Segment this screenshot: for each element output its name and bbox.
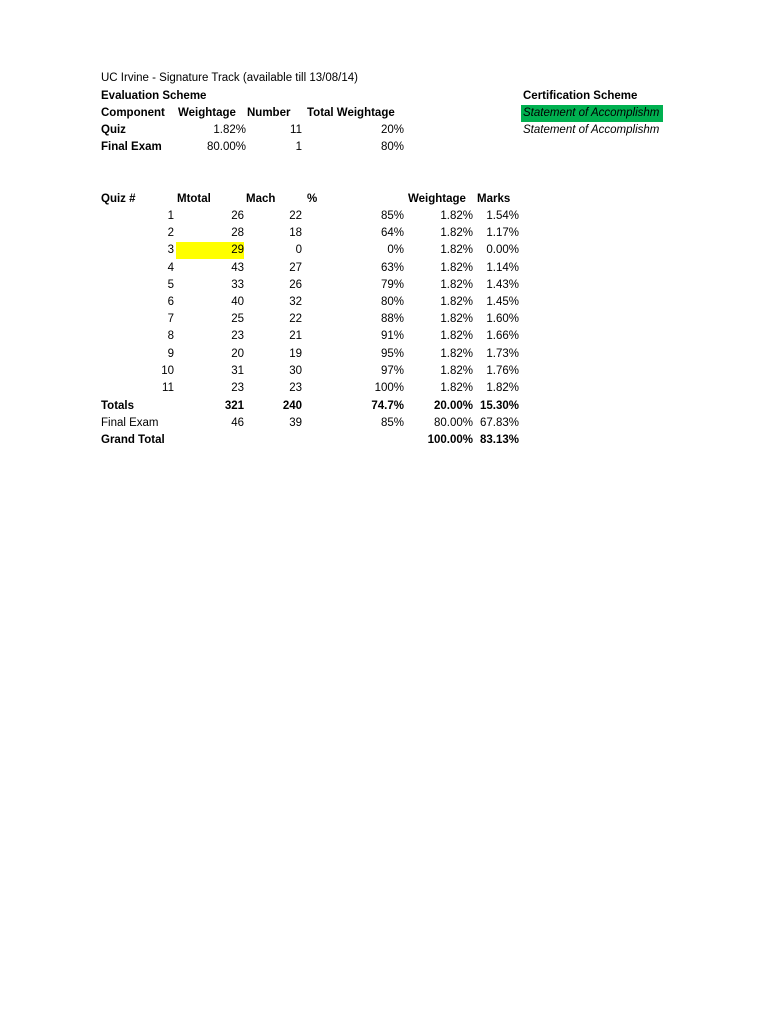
quiz-percent: 91% — [380, 330, 404, 342]
certification-item-selected: Statement of Accomplishm — [521, 105, 663, 122]
quiz-number: 6 — [167, 296, 174, 308]
sheet-title: UC Irvine - Signature Track (available till 13/08/14) — [101, 72, 358, 84]
totals-weightage: 20.00% — [433, 400, 473, 412]
quiz-weightage: 1.82% — [440, 244, 473, 256]
grand-total-label: Grand Total — [101, 434, 165, 446]
quiz-marks: 1.76% — [486, 365, 519, 377]
eval-header-total-weightage: Total Weightage — [307, 107, 395, 119]
quiz-mtotal: 40 — [231, 296, 244, 308]
quiz-marks: 1.54% — [486, 210, 519, 222]
quiz-number: 1 — [167, 210, 174, 222]
quiz-mach: 19 — [289, 348, 302, 360]
quiz-weightage: 1.82% — [440, 210, 473, 222]
quiz-mach: 22 — [289, 313, 302, 325]
quiz-header-weightage: Weightage — [408, 193, 466, 205]
quiz-mach: 27 — [289, 262, 302, 274]
quiz-mtotal: 31 — [231, 365, 244, 377]
quiz-marks: 1.66% — [486, 330, 519, 342]
quiz-weightage: 1.82% — [440, 330, 473, 342]
quiz-number: 4 — [167, 262, 174, 274]
totals-mach: 240 — [282, 400, 302, 412]
quiz-header-mach: Mach — [246, 193, 276, 205]
quiz-number: 7 — [167, 313, 174, 325]
quiz-marks: 1.43% — [486, 279, 519, 291]
quiz-mtotal: 26 — [231, 210, 244, 222]
quiz-marks: 1.17% — [486, 227, 519, 239]
eval-row-final-weightage: 80.00% — [206, 141, 246, 153]
final-exam-mach: 39 — [289, 417, 302, 429]
quiz-weightage: 1.82% — [440, 348, 473, 360]
evaluation-heading: Evaluation Scheme — [101, 90, 207, 102]
grand-total-marks: 83.13% — [479, 434, 519, 446]
eval-row-quiz-number: 11 — [290, 124, 302, 136]
quiz-mtotal: 23 — [231, 382, 244, 394]
final-exam-marks: 67.83% — [479, 417, 519, 429]
final-exam-label: Final Exam — [101, 417, 159, 429]
quiz-weightage: 1.82% — [440, 382, 473, 394]
eval-header-number: Number — [247, 107, 291, 119]
final-exam-percent: 85% — [380, 417, 404, 429]
quiz-mach: 23 — [289, 382, 302, 394]
quiz-mtotal: 23 — [231, 330, 244, 342]
quiz-number: 5 — [167, 279, 174, 291]
eval-header-component: Component — [101, 107, 165, 119]
quiz-weightage: 1.82% — [440, 279, 473, 291]
quiz-weightage: 1.82% — [440, 262, 473, 274]
final-exam-weightage: 80.00% — [433, 417, 473, 429]
quiz-percent: 88% — [380, 313, 404, 325]
eval-row-quiz-component: Quiz — [101, 124, 126, 136]
quiz-percent: 64% — [380, 227, 404, 239]
quiz-percent: 80% — [380, 296, 404, 308]
quiz-weightage: 1.82% — [440, 227, 473, 239]
quiz-weightage: 1.82% — [440, 365, 473, 377]
quiz-mach: 26 — [289, 279, 302, 291]
totals-mtotal: 321 — [224, 400, 244, 412]
eval-row-final-total: 80% — [380, 141, 404, 153]
quiz-mach: 18 — [289, 227, 302, 239]
quiz-weightage: 1.82% — [440, 313, 473, 325]
eval-row-final-component: Final Exam — [101, 141, 162, 153]
totals-marks: 15.30% — [479, 400, 519, 412]
quiz-mtotal: 43 — [231, 262, 244, 274]
quiz-percent: 95% — [380, 348, 404, 360]
final-exam-mtotal: 46 — [231, 417, 244, 429]
quiz-number: 3 — [167, 244, 174, 256]
quiz-mtotal: 25 — [231, 313, 244, 325]
certification-item: Statement of Accomplishm — [523, 124, 660, 136]
quiz-mtotal: 28 — [231, 227, 244, 239]
quiz-marks: 0.00% — [486, 244, 519, 256]
eval-row-quiz-weightage: 1.82% — [213, 124, 246, 136]
quiz-mtotal: 33 — [231, 279, 244, 291]
quiz-mtotal: 20 — [231, 348, 244, 360]
quiz-percent: 0% — [387, 244, 404, 256]
quiz-marks: 1.45% — [486, 296, 519, 308]
quiz-mach: 21 — [289, 330, 302, 342]
quiz-marks: 1.82% — [486, 382, 519, 394]
quiz-mach: 22 — [289, 210, 302, 222]
quiz-mtotal-highlighted: 29 — [176, 242, 244, 259]
eval-header-weightage: Weightage — [178, 107, 236, 119]
quiz-number: 2 — [167, 227, 174, 239]
quiz-header-number: Quiz # — [101, 193, 136, 205]
quiz-mach: 30 — [289, 365, 302, 377]
quiz-percent: 85% — [380, 210, 404, 222]
quiz-header-mtotal: Mtotal — [177, 193, 211, 205]
quiz-percent: 97% — [380, 365, 404, 377]
quiz-marks: 1.14% — [486, 262, 519, 274]
eval-row-final-number: 1 — [295, 141, 302, 153]
quiz-number: 10 — [161, 365, 174, 377]
quiz-number: 9 — [167, 348, 174, 360]
quiz-percent: 63% — [380, 262, 404, 274]
quiz-marks: 1.73% — [486, 348, 519, 360]
eval-row-quiz-total: 20% — [380, 124, 404, 136]
quiz-header-marks: Marks — [477, 193, 511, 205]
quiz-percent: 79% — [380, 279, 404, 291]
quiz-mach: 0 — [295, 244, 302, 256]
totals-percent: 74.7% — [371, 400, 404, 412]
quiz-header-percent: % — [307, 193, 318, 205]
quiz-number: 11 — [162, 382, 174, 394]
totals-label: Totals — [101, 400, 135, 412]
certification-heading: Certification Scheme — [523, 90, 638, 102]
quiz-number: 8 — [167, 330, 174, 342]
grand-total-weightage: 100.00% — [427, 434, 473, 446]
quiz-marks: 1.60% — [486, 313, 519, 325]
quiz-weightage: 1.82% — [440, 296, 473, 308]
quiz-mach: 32 — [289, 296, 302, 308]
quiz-percent: 100% — [374, 382, 404, 394]
